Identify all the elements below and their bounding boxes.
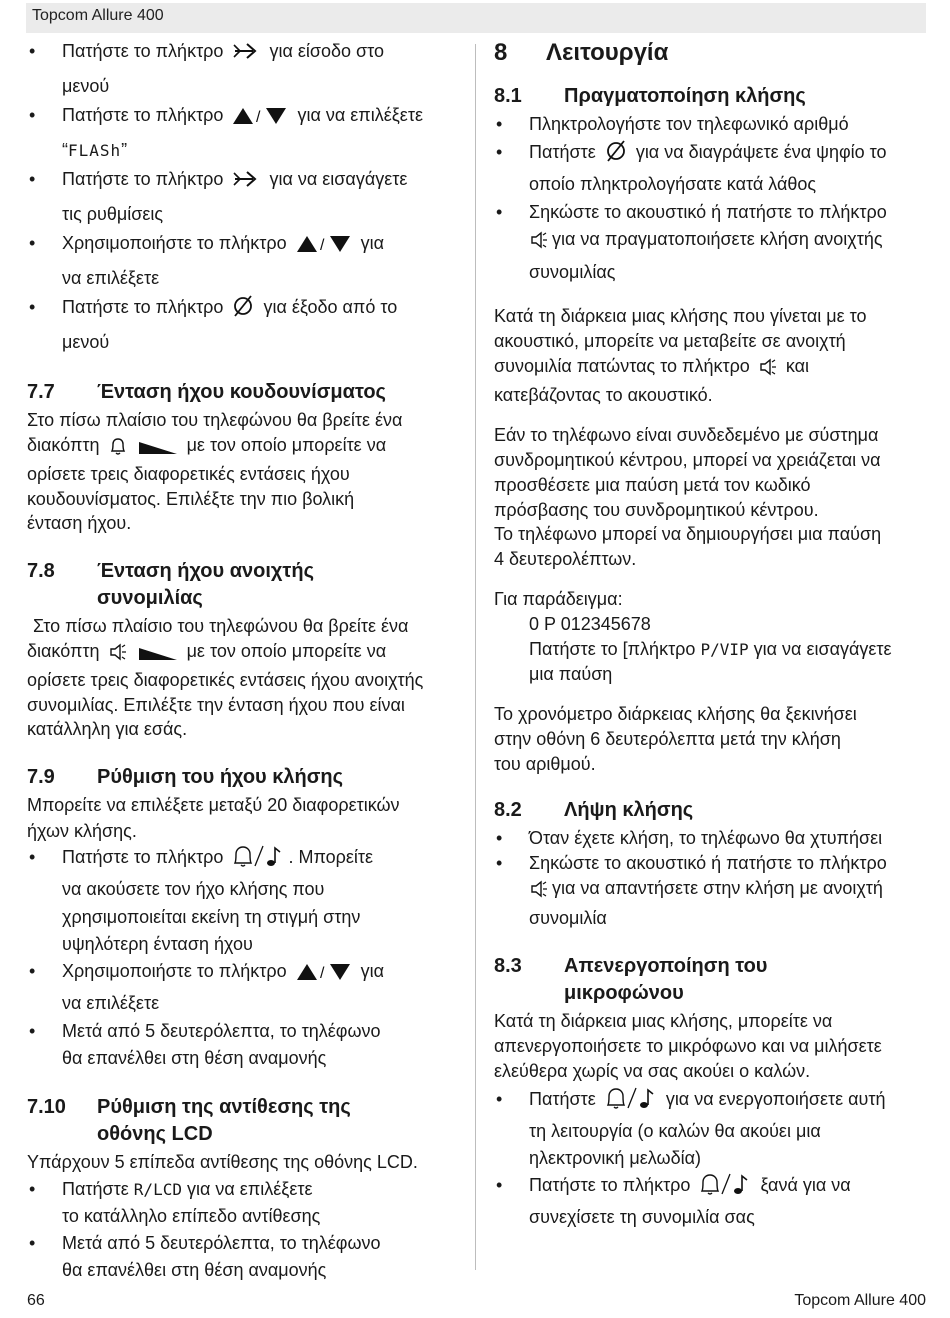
section-heading: 8.3 Απενεργοποίηση του μικροφώνου (494, 954, 768, 1004)
list-item: • Μετά από 5 δευτερόλεπτα, το τηλέφωνο θα επανέλθει στη θέση αναμονής (27, 1018, 467, 1073)
paragraph: Για παράδειγμα: 0 P 012345678 Πατήστε το [πλήκτρο P/VIP για να εισαγάγετε μια παύση (494, 588, 892, 684)
menu-steps-list (27, 37, 467, 357)
left-column (27, 37, 467, 1284)
list-item: • Πληκτρολογήστε τον τηλεφωνικό αριθμό (494, 111, 926, 139)
list-item: • Πατήστε το πλήκτρο για έξοδο από το μενού (27, 293, 467, 357)
list-item: • Πατήστε R/LCD για να επιλέξετε το κατάλληλο επίπεδο αντίθεσης (27, 1176, 467, 1230)
speaker-icon (758, 357, 778, 384)
svg-text:/: / (319, 237, 325, 254)
list-item: • Σηκώστε το ακουστικό ή πατήστε το πλήκτρο για να πραγματοποιήσετε κλήση ανοιχτής συνομιλίας (494, 199, 926, 287)
list-item: • Χρησιμοποιήστε το πλήκτρο / για να επιλέξετε (27, 958, 467, 1018)
call-steps-list (494, 111, 926, 286)
bell-note-icon (231, 844, 285, 876)
ringtone-steps-list (27, 844, 467, 1072)
list-item: • Πατήστε για να ενεργοποιήσετε αυτή τη λειτουργία (ο καλών θα ακούει μια ηλεκτρονική μελωδία) (494, 1086, 926, 1172)
bell-note-icon (604, 1086, 658, 1118)
bell-note-icon (698, 1172, 752, 1204)
svg-text:/: / (256, 109, 261, 126)
lcd-steps-list (27, 1176, 467, 1284)
section-heading: 7.8 Ένταση ήχου ανοιχτής συνομιλίας (27, 559, 314, 609)
delete-key-icon (231, 294, 255, 328)
list-item: • Πατήστε το πλήκτρο για να εισαγάγετε τις ρυθμίσεις (27, 165, 467, 229)
section-heading: 7.10 Ρύθμιση της αντίθεσης της οθόνης LCD (27, 1096, 351, 1146)
speaker-icon (108, 642, 128, 669)
volume-wedge-icon (139, 438, 179, 463)
paragraph: Εάν το τηλέφωνο είναι συνδεδεμένο με σύστημα συνδρομητικού κέντρου, μπορεί να χρειάζεται να προσθέσετε μια παύση μετά τον κωδικό πρόσβασης του συνδρομητικού κέντρου. Το τηλέφωνο μπορεί να δημιουργήσει μια παύση 4 δευτερολέπτων. (494, 425, 882, 570)
svg-text:/: / (319, 965, 325, 983)
right-column (494, 37, 926, 1231)
list-item: • Πατήστε το πλήκτρο . Μπορείτε να ακούσετε τον ήχο κλήσης που χρησιμοποιείται εκείνη τη στιγμή στην υψηλότερη ένταση ήχου (27, 844, 467, 958)
up-down-arrow-icon (231, 106, 289, 136)
p-vip-key: P/VIP (700, 639, 749, 659)
column-divider (475, 44, 476, 1270)
receive-steps-list (494, 826, 926, 931)
list-item: • Σηκώστε το ακουστικό ή πατήστε το πλήκτρο για να απαντήσετε στην κλήση με ανοιχτή συνομιλία (494, 851, 926, 931)
bell-icon (108, 436, 128, 463)
page-number: 66 (27, 1292, 45, 1309)
footer-brand: Topcom Allure 400 (794, 1292, 926, 1309)
r-lcd-key: R/LCD (133, 1180, 182, 1200)
list-item: • Όταν έχετε κλήση, το τηλέφωνο θα χτυπήσει (494, 826, 926, 851)
section-heading: 8.2 Λήψη κλήσης (494, 798, 694, 821)
volume-wedge-icon (139, 644, 179, 669)
chapter-heading: 8 Λειτουργία (494, 39, 669, 66)
enter-key-icon (231, 40, 261, 72)
section-heading: 8.1 Πραγματοποίηση κλήσης (494, 85, 806, 107)
speaker-icon (529, 230, 549, 259)
list-item: • Πατήστε για να διαγράψετε ένα ψηφίο το οποίο πληκτρολογήσατε κατά λάθος (494, 139, 926, 199)
up-down-arrow-icon (295, 962, 353, 990)
section-body: Κατά τη διάρκεια μιας κλήσης, μπορείτε να απενεργοποιήσετε το μικρόφωνο και να μιλήσετε ελεύθερα χωρίς να σας ακούει ο καλών. (494, 1010, 882, 1081)
section-body: Μπορείτε να επιλέξετε μεταξύ 20 διαφορετικών ήχων κλήσης. (27, 794, 400, 841)
lcd-text: FLASh (68, 140, 122, 160)
header-title: Topcom Allure 400 (32, 7, 164, 24)
list-item: • Πατήστε το πλήκτρο / για να επιλέξετε “FLASh” (27, 101, 467, 165)
delete-key-icon (604, 139, 628, 172)
list-item: • Μετά από 5 δευτερόλεπτα, το τηλέφωνο θα επανέλθει στη θέση αναμονής (27, 1230, 467, 1284)
paragraph: Το χρονόμετρο διάρκειας κλήσης θα ξεκινήσει στην οθόνη 6 δευτερόλεπτα μετά την κλήση του αριθμού. (494, 703, 857, 774)
up-down-arrow-icon (295, 234, 353, 264)
section-heading: 7.7 Ένταση ήχου κουδουνίσματος (27, 381, 386, 403)
list-item: • Χρησιμοποιήστε το πλήκτρο / για να επιλέξετε (27, 229, 467, 293)
enter-key-icon (231, 168, 261, 200)
list-item: • Πατήστε το πλήκτρο για είσοδο στο μενού (27, 37, 467, 101)
page-header (26, 3, 926, 33)
mute-steps-list (494, 1086, 926, 1231)
section-body: Στο πίσω πλαίσιο του τηλεφώνου θα βρείτε ένα διακόπτη με τον οποίο μπορείτε να ορίσετε τρεις διαφορετικές εντάσεις ήχου κουδουνίσματος. Επιλέξτε την πιο βολική ένταση ήχου. (27, 410, 403, 534)
section-body: Υπάρχουν 5 επίπεδα αντίθεσης της οθόνης LCD. (27, 1152, 418, 1173)
speaker-icon (529, 879, 549, 906)
section-body: Στο πίσω πλαίσιο του τηλεφώνου θα βρείτε ένα διακόπτη με τον οποίο μπορείτε να ορίσετε τρεις διαφορετικές εντάσεις ήχου ανοιχτής συνομιλίας. Επιλέξτε την ένταση ήχου που είναι κατάλληλη για εσάς. (27, 615, 424, 740)
paragraph: Κατά τη διάρκεια μιας κλήσης που γίνεται με το ακουστικό, μπορείτε να μεταβείτε σε ανοιχτή συνομιλία πατώντας το πλήκτρο και κατεβάζοντας το ακουστικό. (494, 306, 867, 406)
section-heading: 7.9 Ρύθμιση του ήχου κλήσης (27, 765, 344, 788)
list-item: • Πατήστε το πλήκτρο ξανά για να συνεχίσετε τη συνομιλία σας (494, 1172, 926, 1231)
